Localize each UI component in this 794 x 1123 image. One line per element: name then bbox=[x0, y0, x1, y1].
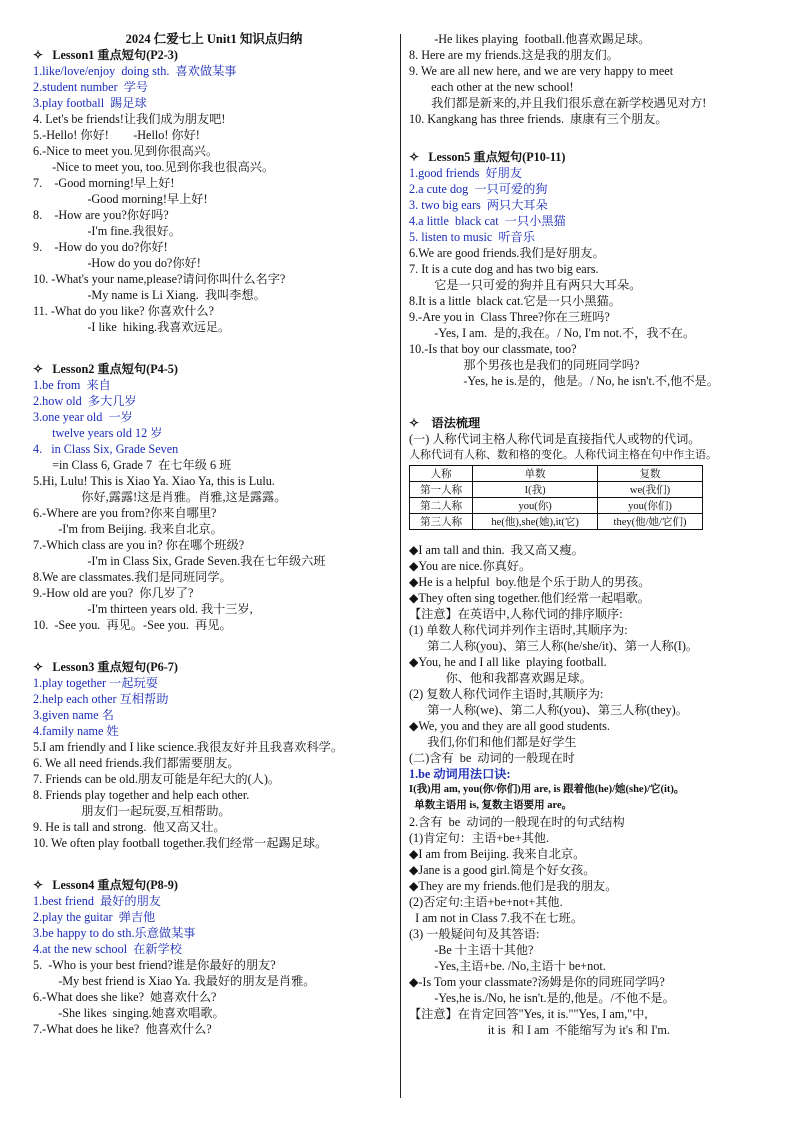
table-cell: you(你们) bbox=[597, 498, 702, 514]
rule-line: (3) 一般疑问句及其答语: bbox=[409, 927, 540, 941]
example-line: ◆Jane is a good girl.简是个好女孩。 bbox=[409, 863, 596, 877]
list-item: -He likes playing football.他喜欢踢足球。 bbox=[422, 32, 651, 46]
list-item: 5.I am friendly and I like science.我很友好并且我喜欢科学。 bbox=[33, 740, 344, 754]
list-item: 5.Hi, Lulu! This is Xiao Ya. Xiao Ya, this is Lulu. bbox=[33, 474, 275, 488]
lesson5-header: ✧ Lesson5 重点短句(P10-11) bbox=[409, 150, 566, 164]
list-item: 2.how old 多大几岁 bbox=[33, 394, 137, 408]
list-item: 朋友们一起玩耍,互相帮助。 bbox=[63, 804, 231, 818]
list-item: 8. -How are you?你好吗? bbox=[33, 208, 169, 222]
example-line: ◆I am tall and thin. 我又高又瘦。 bbox=[409, 543, 584, 557]
list-item: 1.best friend 最好的朋友 bbox=[33, 894, 161, 908]
list-item: 2.play the guitar 弹吉他 bbox=[33, 910, 156, 924]
list-item: twelve years old 12 岁 bbox=[46, 426, 163, 440]
list-item: 3. two big ears 两只大耳朵 bbox=[409, 198, 548, 212]
grammar-intro: (一) 人称代词主格人称代词是直接指代人或物的代词。 bbox=[409, 432, 701, 446]
list-item: 4.at the new school 在新学校 bbox=[33, 942, 182, 956]
example-line: -Yes,he is./No, he isn't.是的,他是。/不他不是。 bbox=[422, 991, 675, 1005]
example-line: ◆You, he and I all like playing football. bbox=[409, 655, 607, 669]
column-divider bbox=[400, 34, 401, 1098]
list-item: 我们都是新来的,并且我们很乐意在新学校遇见对方! bbox=[422, 96, 707, 110]
list-item: 6.-What does she like? 她喜欢什么? bbox=[33, 990, 217, 1004]
table-cell: 第三人称 bbox=[410, 514, 473, 530]
be-rule-title: 1.be 动词用法口诀: bbox=[409, 767, 511, 781]
rule-line: (2) 复数人称代词作主语时,其顺序为: bbox=[409, 687, 604, 701]
list-item: 那个男孩也是我们的同班同学吗? bbox=[439, 358, 640, 372]
list-item: 3.one year old 一岁 bbox=[33, 410, 133, 424]
list-item: 8. Here are my friends.这是我的朋友们。 bbox=[409, 48, 619, 62]
right-column bbox=[409, 31, 769, 1038]
rule-line: -Be 十主语十其他? bbox=[422, 943, 534, 957]
list-item: 7. -Good morning!早上好! bbox=[33, 176, 175, 190]
grammar-header: ✧ 语法梳理 bbox=[409, 416, 481, 430]
list-item: -How do you do?你好! bbox=[63, 256, 201, 270]
lesson2-header: ✧ Lesson2 重点短句(P4-5) bbox=[33, 362, 178, 376]
be-rule-2: 单数主语用 is, 复数主语要用 are。 bbox=[409, 800, 573, 811]
example-line: ◆They are my friends.他们是我的朋友。 bbox=[409, 879, 618, 893]
document-title: 2024 仁爱七上 Unit1 知识点归纳 bbox=[125, 32, 303, 46]
lesson4-header: ✧ Lesson4 重点短句(P8-9) bbox=[33, 878, 178, 892]
table-header: 单数 bbox=[473, 466, 598, 482]
table-cell: 第一人称 bbox=[410, 482, 473, 498]
rule-line: (1) 单数人称代词并列作主语时,其顺序为: bbox=[409, 623, 628, 637]
example-line: ◆-Is Tom your classmate?汤姆是你的同班同学吗? bbox=[409, 975, 665, 989]
list-item: 5.-Hello! 你好! -Hello! 你好! bbox=[33, 128, 200, 142]
table-cell: 第二人称 bbox=[410, 498, 473, 514]
example-line: ◆They often sing together.他们经常一起唱歌。 bbox=[409, 591, 650, 605]
list-item: 9. He is tall and strong. 他又高又壮。 bbox=[33, 820, 226, 834]
rule-line: 2.含有 be 动词的一般现在时的句式结构 bbox=[409, 815, 625, 829]
list-item: -I'm thirteen years old. 我十三岁, bbox=[63, 602, 253, 616]
list-item: 5. -Who is your best friend?谁是你最好的朋友? bbox=[33, 958, 276, 972]
list-item: 4. in Class Six, Grade Seven bbox=[33, 442, 179, 456]
list-item: 6.-Nice to meet you.见到你很高兴。 bbox=[33, 144, 219, 158]
list-item: 7.-Which class are you in? 你在哪个班级? bbox=[33, 538, 245, 552]
grammar-intro-2: 人称代词有人称、数和格的变化。人称代词主格在句中作主语。 bbox=[409, 449, 717, 461]
list-item: -Yes, he is.是的，他是。/ No, he isn't.不,他不是。 bbox=[439, 374, 719, 388]
example-line: ◆I am from Beijing. 我来自北京。 bbox=[409, 847, 586, 861]
list-item: =in Class 6, Grade 7 在七年级 6 班 bbox=[46, 458, 232, 472]
list-item: 9. We are all new here, and we are very happy to meet bbox=[409, 64, 674, 78]
list-item: -I'm fine.我很好。 bbox=[63, 224, 181, 238]
list-item: 3.be happy to do sth.乐意做某事 bbox=[33, 926, 196, 940]
list-item: 10. -What's your name,please?请问你叫什么名字? bbox=[33, 272, 286, 286]
table-header: 人称 bbox=[410, 466, 473, 482]
lesson4-list bbox=[33, 893, 395, 1037]
note-line: it is 和 I am 不能缩写为 it's 和 I'm. bbox=[439, 1023, 670, 1037]
lesson5-list bbox=[409, 165, 769, 389]
list-item: 8.It is a little black cat.它是一只小黑猫。 bbox=[409, 294, 621, 308]
list-item: 9. -How do you do?你好! bbox=[33, 240, 168, 254]
list-item: 4. Let's be friends!让我们成为朋友吧! bbox=[33, 112, 226, 126]
list-item: 10.-Is that boy our classmate, too? bbox=[409, 342, 577, 356]
list-item: -She likes singing.她喜欢唱歌。 bbox=[46, 1006, 225, 1020]
list-item: -My name is Li Xiang. 我叫李想。 bbox=[63, 288, 266, 302]
list-item: 你好,露露!这是肖雅。肖雅,这是露露。 bbox=[63, 490, 287, 504]
table-cell: they(他/她/它们) bbox=[597, 514, 702, 530]
list-item: 2.help each other 互相帮助 bbox=[33, 692, 169, 706]
table-header-row bbox=[410, 466, 703, 482]
list-item: 8. Friends play together and help each other. bbox=[33, 788, 250, 802]
list-item: 2.student number 学号 bbox=[33, 80, 149, 94]
table-cell: we(我们) bbox=[597, 482, 702, 498]
example-line: ◆You are nice.你真好。 bbox=[409, 559, 532, 573]
list-item: 11. -What do you like? 你喜欢什么? bbox=[33, 304, 214, 318]
list-item: 1.play together 一起玩耍 bbox=[33, 676, 158, 690]
list-item: 2.a cute dog 一只可爱的狗 bbox=[409, 182, 548, 196]
list-item: -Good morning!早上好! bbox=[63, 192, 208, 206]
list-item: each other at the new school! bbox=[422, 80, 574, 94]
list-item: 6.-Where are you from?你来自哪里? bbox=[33, 506, 217, 520]
list-item: 4.family name 姓 bbox=[33, 724, 119, 738]
table-header: 复数 bbox=[597, 466, 702, 482]
list-item: 3.given name 名 bbox=[33, 708, 114, 722]
pronoun-table bbox=[409, 465, 703, 530]
list-item: 它是一只可爱的狗并且有两只大耳朵。 bbox=[422, 278, 642, 292]
list-item: 6. We all need friends.我们都需要朋友。 bbox=[33, 756, 240, 770]
lesson2-list bbox=[33, 377, 395, 633]
list-item: -Yes, I am. 是的,我在。/ No, I'm not.不，我不在。 bbox=[422, 326, 696, 340]
list-item: 4.a little black cat 一只小黑猫 bbox=[409, 214, 566, 228]
list-item: 3.play football 踢足球 bbox=[33, 96, 147, 110]
list-item: 10. Kangkang has three friends. 康康有三个朋友。 bbox=[409, 112, 668, 126]
list-item: 7. It is a cute dog and has two big ears. bbox=[409, 262, 599, 276]
list-item: 1.be from 来自 bbox=[33, 378, 111, 392]
note-line: 【注意】在肯定回答"Yes, it is.""Yes, I am,"中, bbox=[409, 1007, 648, 1021]
list-item: -I like hiking.我喜欢远足。 bbox=[63, 320, 231, 334]
list-item: 6.We are good friends.我们是好朋友。 bbox=[409, 246, 605, 260]
list-item: 1.like/love/enjoy doing sth. 喜欢做某事 bbox=[33, 64, 237, 78]
rule-line: -Yes,主语+be. /No,主语十 be+not. bbox=[422, 959, 606, 973]
be-rule: I(我)用 am, you(你/你们)用 are, is 跟着他(he)/她(she)/它(it)。 bbox=[409, 784, 685, 795]
list-item: 8.We are classmates.我们是同班同学。 bbox=[33, 570, 232, 584]
table-cell: I(我) bbox=[473, 482, 598, 498]
list-item: 7. Friends can be old.朋友可能是年纪大的(人)。 bbox=[33, 772, 281, 786]
example-line: 你、他和我都喜欢踢足球。 bbox=[409, 671, 592, 685]
example-line: 我们,你们和他们都是好学生 bbox=[409, 735, 577, 749]
lesson4-continued bbox=[409, 31, 769, 127]
rule-line: (2)否定句:主语+be+not+其他. bbox=[409, 895, 563, 909]
lesson1-list bbox=[33, 63, 395, 335]
table-row bbox=[410, 514, 703, 530]
table-cell: you(你) bbox=[473, 498, 598, 514]
table-cell: he(他),she(她),it(它) bbox=[473, 514, 598, 530]
list-item: -Nice to meet you, too.见到你我也很高兴。 bbox=[46, 160, 275, 174]
list-item: 10. -See you. 再见。-See you. 再见。 bbox=[33, 618, 232, 632]
rule-line: 第一人称(we)、第二人称(you)、第三人称(they)。 bbox=[409, 703, 688, 717]
list-item: 7.-What does he like? 他喜欢什么? bbox=[33, 1022, 212, 1036]
rule-line: 第二人称(you)、第三人称(he/she/it)、第一人称(I)。 bbox=[409, 639, 699, 653]
left-column bbox=[33, 31, 395, 1037]
example-line: ◆He is a helpful boy.他是个乐于助人的男孩。 bbox=[409, 575, 651, 589]
section-title: (二)含有 be 动词的一般现在时 bbox=[409, 751, 575, 765]
lesson1-header: ✧ Lesson1 重点短句(P2-3) bbox=[33, 48, 178, 62]
list-item: 10. We often play football together.我们经常一起踢足球。 bbox=[33, 836, 328, 850]
example-line: I am not in Class 7.我不在七班。 bbox=[409, 911, 584, 925]
list-item: -I'm from Beijing. 我来自北京。 bbox=[46, 522, 223, 536]
list-item: 9.-How old are you? 你几岁了? bbox=[33, 586, 194, 600]
list-item: 9.-Are you in Class Three?你在三班吗? bbox=[409, 310, 610, 324]
list-item: -I'm in Class Six, Grade Seven.我在七年级六班 bbox=[63, 554, 326, 568]
list-item: -My best friend is Xiao Ya. 我最好的朋友是肖雅。 bbox=[46, 974, 316, 988]
example-line: ◆We, you and they are all good students. bbox=[409, 719, 610, 733]
note-line: 【注意】在英语中,人称代词的排序顺序: bbox=[409, 607, 623, 621]
table-row bbox=[410, 498, 703, 514]
list-item: 5. listen to music 听音乐 bbox=[409, 230, 535, 244]
list-item: 1.good friends 好朋友 bbox=[409, 166, 523, 180]
lesson3-list bbox=[33, 675, 395, 851]
rule-line: (1)肯定句：主语+be+其他. bbox=[409, 831, 550, 845]
lesson3-header: ✧ Lesson3 重点短句(P6-7) bbox=[33, 660, 178, 674]
table-row bbox=[410, 482, 703, 498]
